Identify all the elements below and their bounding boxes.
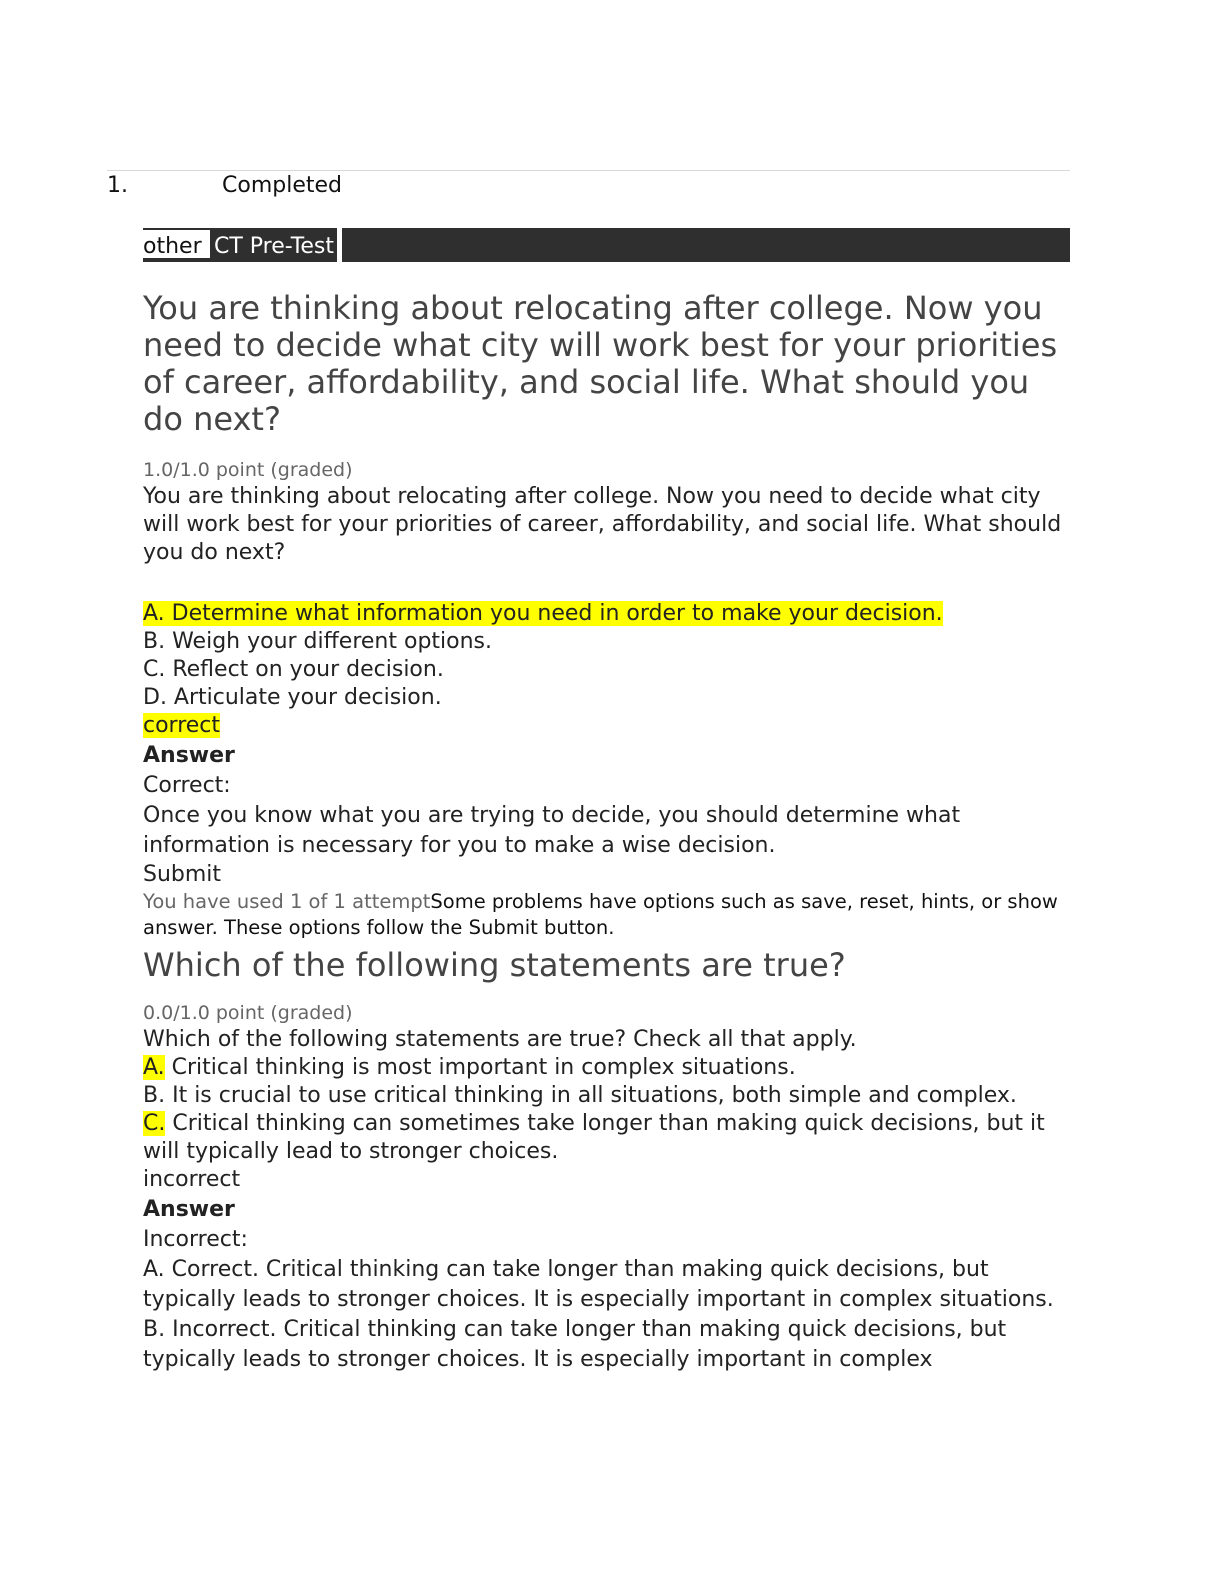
question1-result xyxy=(143,712,1070,740)
question1-answer-status: Correct: xyxy=(143,773,231,798)
question2-explanation-a: A. Correct. Critical thinking can take longer than making quick decisions, but typically leads to stronger choices. It is especially important in complex situations. xyxy=(143,1257,1054,1312)
help-text: Some problems have options such as save, reset, hints, or show answer. These options follow the Submit button. xyxy=(143,890,1058,939)
problem-content xyxy=(143,290,1070,1375)
question2-option-c[interactable] xyxy=(143,1110,1070,1166)
top-divider xyxy=(107,170,1070,171)
question1-heading: You are thinking about relocating after college. Now you need to decide what city will work best for your priorities of career, affordability, and social life. What should you do next? xyxy=(143,289,1058,438)
question1-answer-heading: Answer xyxy=(143,743,235,768)
option-label-highlighted: A. Determine what information you need in order to make your decision. xyxy=(143,601,943,626)
completion-status: Completed xyxy=(222,173,342,198)
question2-option-a[interactable] xyxy=(143,1054,1070,1082)
question1-prompt: You are thinking about relocating after college. Now you need to decide what city will work best for your priorities of career, affordability, and social life. What should you do next? xyxy=(143,484,1062,565)
category-label: other xyxy=(143,230,210,258)
question1-option-c[interactable]: C. Reflect on your decision. xyxy=(143,657,444,682)
attempts-info xyxy=(143,889,1070,941)
spacer xyxy=(143,567,1070,600)
question1-explanation: Once you know what you are trying to decide, you should determine what information is necessary for you to make a wise decision. xyxy=(143,803,961,858)
test-title: CT Pre-Test xyxy=(214,228,342,262)
option-text: Critical thinking is most important in complex situations. xyxy=(164,1055,796,1080)
option-text: It is crucial to use critical thinking in all situations, both simple and complex. xyxy=(165,1083,1017,1108)
option-letter-highlighted: A. xyxy=(143,1055,165,1080)
result-badge: correct xyxy=(143,713,221,738)
question2-heading: Which of the following statements are true? xyxy=(143,946,846,984)
question2-result: incorrect xyxy=(143,1167,241,1192)
section-banner xyxy=(143,228,1070,262)
question1-option-a[interactable] xyxy=(143,600,1070,628)
question2-answer-heading: Answer xyxy=(143,1197,235,1222)
submit-button[interactable]: Submit xyxy=(143,862,222,887)
question2-option-b[interactable] xyxy=(143,1082,1070,1110)
option-letter-highlighted: C. xyxy=(143,1111,166,1136)
question1-option-d[interactable]: D. Articulate your decision. xyxy=(143,685,442,710)
question2-answer-status: Incorrect: xyxy=(143,1227,248,1252)
attempts-count: You have used 1 of 1 attempt xyxy=(143,890,431,913)
question2-points: 0.0/1.0 point (graded) xyxy=(143,1002,353,1024)
question1-points: 1.0/1.0 point (graded) xyxy=(143,459,353,481)
item-number: 1. xyxy=(107,173,128,198)
question1-option-b[interactable]: B. Weigh your different options. xyxy=(143,629,493,654)
question2-explanation-b: B. Incorrect. Critical thinking can take longer than making quick decisions, but typically leads to stronger choices. It is especially important in complex xyxy=(143,1317,1007,1372)
question2-prompt: Which of the following statements are true? Check all that apply. xyxy=(143,1027,857,1052)
option-text: Critical thinking can sometimes take longer than making quick decisions, but it will typically lead to stronger choices. xyxy=(143,1111,1045,1164)
option-letter: B. xyxy=(143,1083,166,1108)
